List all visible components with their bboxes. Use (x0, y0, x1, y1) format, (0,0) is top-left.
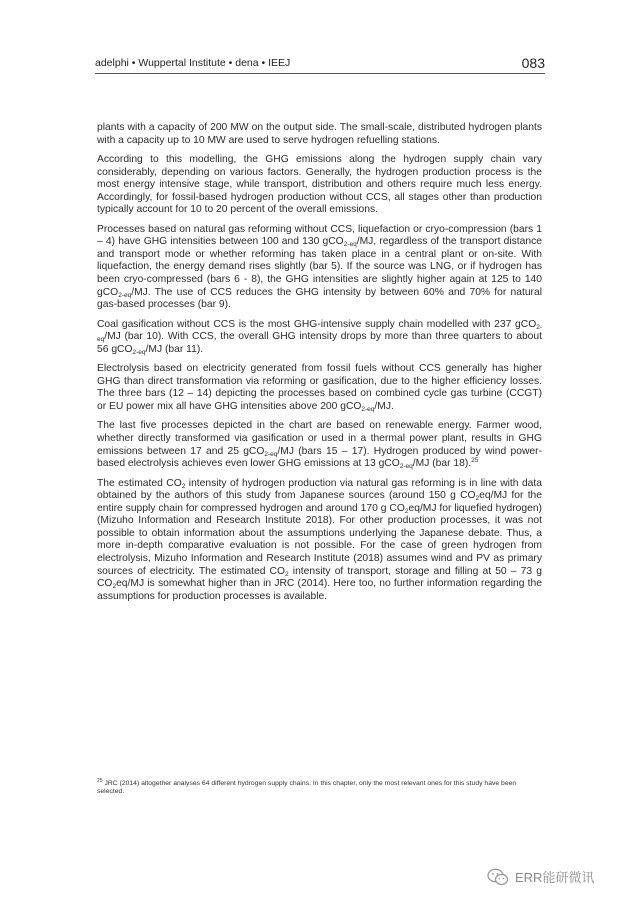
footnote-number: 25 (97, 778, 103, 784)
footnote-text: JRC (2014) altogether analyses 64 different hydrogen supply chains. In this chapter, only the most relevant ones for this study have been selected. (97, 780, 517, 796)
watermark-text: ERR能研微讯 (515, 870, 595, 885)
page-header (95, 53, 545, 74)
paragraph-2: According to this modelling, the GHG emissions along the hydrogen supply chain vary considerably, depending on various factors. Generally, the hydrogen production process is the most energy intensive stage, while transport, distribution and others require much less energy. Accordingly, for fossil-based hydrogen production without CCS, all stages other than production typically account for 10 to 20 percent of the overall emissions. (97, 154, 542, 216)
wechat-icon (487, 868, 509, 886)
footnote (97, 780, 542, 796)
paragraph-3: Processes based on natural gas reforming without CCS, liquefaction or cryo-compression (bars 1 – 4) have GHG intensities between 100 and 130 gCO$_{2-eq}$/MJ, regardless of the transport distance and transport mode or whether reforming has taken place in a central plant or on-site. With liquefaction, the energy demand rises slightly (bar 5). If the source was LNG, or if hydrogen has been cryo-compressed (bars 6 - 8), the GHG intensities are slightly higher again at 125 to 140 gCO$_{2-eq}$/MJ. The use of CCS reduces the GHG intensity by between 60% and 70% for natural gas-based processes (bar 9). (97, 223, 542, 311)
footnote-reference[interactable]: 25 (471, 457, 479, 465)
paragraph-7: The estimated $CO_2$ intensity of hydrogen production via natural gas reforming is in line with data obtained by the authors of this study from Japanese sources (around 150 g $CO_2eq/MJ$ for the entire supply chain for compressed hydrogen and around 170 g $CO_2eq/MJ$ for liquefied hydrogen) (Mizuho Information and Research Institute 2018). For other production processes, it was not possible to obtain information about the assumptions underlying the Japanese debate. Thus, a more in-depth comparative evaluation is not possible. For the case of green hydrogen from electrolysis, Mizuho Information and Research Institute (2018) assumes wind and PV as primary sources of electricity. The estimated $CO_2$ intensity of transport, storage and filling at 50 – 73 g $CO_2eq/MJ$ is somewhat higher than in JRC (2014). Here too, no further information regarding the assumptions for production processes is available. (97, 477, 543, 602)
header-organizations: adelphi • Wuppertal Institute • dena • IEEJ (95, 57, 291, 69)
paragraph-5: Electrolysis based on electricity generated from fossil fuels without CCS generally has higher GHG than direct transformation via reforming or gasification, due to the higher efficiency losses. The three bars (12 – 14) depicting the processes based on combined cycle gas turbine (CCGT) or EU power mix all have GHG intensities above 200 gCO$_{2-eq}$/MJ. (97, 363, 542, 413)
watermark (487, 867, 594, 886)
paragraph-6: The last five processes depicted in the chart are based on renewable energy. Farmer wood, whether directly transformed via gasification or used in a thermal power plant, results in GHG emissions between 17 and 25 gCO$_{2-eq}$/MJ (bars 15 – 17). Hydrogen produced by wind power-based electrolysis achieves even lower GHG emissions at 13 gCO$_{2-eq}$/MJ (bar 18).$^{25}$ (97, 420, 542, 471)
paragraph-1: plants with a capacity of 200 MW on the output side. The small-scale, distributed hydrogen plants with a capacity up to 10 MW are used to serve hydrogen refuelling stations. (97, 122, 542, 146)
document-body (97, 122, 542, 610)
page-number: 083 (521, 55, 545, 71)
paragraph-4: Coal gasification without CCS is the most GHG-intensive supply chain modelled with 237 gCO$_{2-eq}$/MJ (bar 10). With CCS, the overall GHG intensity drops by more than three quarters to about 56 gCO$_{2-eq}$/MJ (bar 11). (97, 318, 542, 356)
